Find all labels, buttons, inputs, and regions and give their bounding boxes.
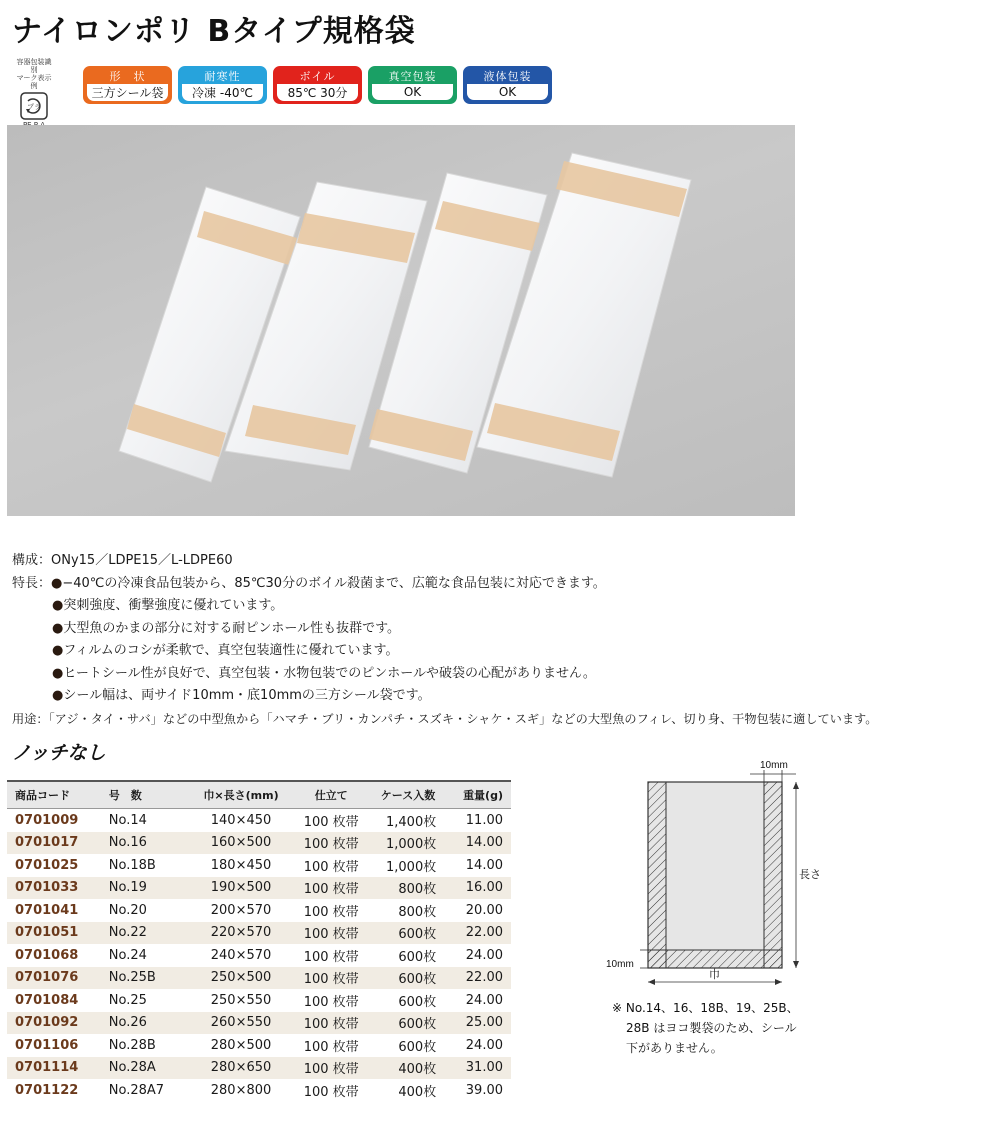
table-cell: 0701009 (15, 812, 79, 828)
table-cell: 240×570 (210, 947, 272, 963)
col-header: 重量(g) (436, 781, 511, 809)
feature-text: フィルムのコシが柔軟で、真空包装適性に優れています。 (63, 643, 399, 658)
table-cell: No.20 (108, 902, 147, 918)
table-cell: 16.00 (436, 877, 511, 900)
feature-text: シール幅は、両サイド10mm・底10mmの三方シール袋です。 (63, 688, 431, 703)
bullet-icon: ● (52, 643, 64, 658)
table-cell: 400枚 (398, 1084, 437, 1100)
feature-row (12, 573, 877, 596)
feature-text: −40℃の冷凍食品包装から、85℃30分のボイル殺菌まで、広範な食品包装に対応できます。 (62, 575, 606, 591)
table-cell: 280×650 (188, 1057, 294, 1080)
table-cell: 100 枚帯 (303, 994, 359, 1010)
table-cell: 800枚 (369, 877, 437, 900)
badge-cold-resistance (178, 66, 267, 104)
badge-value: OK (467, 84, 548, 100)
composition-label: 構成： (12, 553, 52, 568)
product-photo (7, 125, 795, 516)
table-cell: No.28A7 (108, 1082, 165, 1098)
table-cell: 39.00 (465, 1082, 503, 1098)
table-cell: 25.00 (436, 1012, 511, 1035)
table-cell: 250×500 (188, 967, 294, 990)
badge-value: 冷凍 -40℃ (182, 84, 263, 101)
feature-row (12, 595, 877, 618)
page-title: ナイロンポリ Bタイプ規格袋 (12, 14, 416, 49)
table-cell: 0701122 (15, 1082, 79, 1098)
table-cell: 400枚 (369, 1057, 437, 1080)
table-cell: 100 枚帯 (294, 922, 369, 945)
table-cell: 100 枚帯 (303, 949, 359, 965)
table-cell: 1,400枚 (386, 814, 437, 830)
badge-label: 真空包装 (388, 70, 437, 83)
composition-row (12, 550, 877, 573)
table-cell: 280×800 (210, 1082, 272, 1098)
feature-row (12, 618, 877, 641)
table-cell: 100 枚帯 (294, 877, 369, 900)
table-cell: No.16 (101, 832, 189, 855)
recycle-symbol: プラ (27, 103, 41, 111)
table-cell: 0701092 (7, 1012, 101, 1035)
table-cell: No.28A (101, 1057, 189, 1080)
table-cell: 100 枚帯 (294, 967, 369, 990)
features-label: 特長： (12, 575, 52, 591)
table-cell: 0701025 (15, 857, 79, 873)
col-header: 巾×長さ(mm) (188, 781, 294, 809)
table-row (7, 944, 511, 967)
recycle-caption: 容器包装識別 マーク表示例 (16, 58, 52, 90)
table-cell: 140×450 (210, 812, 272, 828)
recycle-icon (19, 91, 49, 121)
table-cell: 0701051 (7, 922, 101, 945)
bottom-dim-label: 10mm (606, 959, 634, 970)
diagram-note (612, 998, 799, 1058)
table-row (7, 899, 511, 922)
table-cell: 24.00 (465, 1037, 503, 1053)
table-cell: 600枚 (398, 1039, 437, 1055)
table-cell: 22.00 (436, 967, 511, 990)
bullet-icon: ● (52, 598, 64, 613)
table-cell: 1,000枚 (369, 832, 437, 855)
top-dim-label: 10mm (760, 760, 788, 771)
table-cell: No.14 (108, 812, 147, 828)
spec-table (7, 780, 511, 1102)
table-cell: 200×570 (210, 902, 272, 918)
col-header: 号 数 (101, 781, 189, 809)
table-cell: 0701084 (15, 992, 79, 1008)
table-cell: 100 枚帯 (303, 904, 359, 920)
table-cell: 14.00 (436, 832, 511, 855)
badge-value: 三方シール袋 (87, 84, 168, 101)
table-cell: 600枚 (398, 949, 437, 965)
col-header: ケース入数 (369, 781, 437, 809)
note-line: 下がありません。 (626, 1041, 723, 1055)
table-cell: No.24 (108, 947, 147, 963)
recycle-mark (14, 58, 54, 110)
table-cell: 100 枚帯 (303, 1039, 359, 1055)
table-row (7, 1079, 511, 1102)
length-label: 長さ (799, 868, 820, 881)
table-cell: 0701033 (7, 877, 101, 900)
table-row (7, 877, 511, 900)
feature-text: 大型魚のかまの部分に対する耐ピンホール性も抜群です。 (63, 620, 401, 636)
bullet-icon: ● (52, 688, 64, 703)
table-cell: No.26 (101, 1012, 189, 1035)
width-label: 巾 (709, 968, 720, 981)
badge-liquid (463, 66, 552, 104)
bullet-icon: ● (51, 575, 63, 591)
table-cell: 11.00 (465, 812, 503, 828)
table-cell: 24.00 (465, 992, 503, 1008)
usage-row (12, 708, 877, 731)
feature-text: ヒートシール性が良好で、真空包装・水物包装でのピンホールや破袋の心配がありません。 (63, 665, 596, 681)
table-cell: No.25 (108, 992, 147, 1008)
table-cell: 260×550 (188, 1012, 294, 1035)
table-cell: 280×500 (210, 1037, 272, 1053)
table-cell: 0701076 (7, 967, 101, 990)
bullet-icon: ● (52, 665, 64, 681)
table-cell: No.28B (108, 1037, 156, 1053)
feature-row (12, 640, 877, 663)
badge-label: 液体包装 (483, 70, 532, 83)
table-cell: 0701106 (15, 1037, 79, 1053)
table-row (7, 854, 511, 877)
col-header: 商品コード (7, 781, 101, 809)
table-cell: 600枚 (369, 967, 437, 990)
table-cell: 14.00 (465, 857, 503, 873)
badge-value: OK (372, 84, 453, 100)
table-row (7, 989, 511, 1012)
bullet-icon: ● (52, 620, 64, 636)
table-cell: 0701114 (7, 1057, 101, 1080)
badge-vacuum (368, 66, 457, 104)
table-cell: 20.00 (465, 902, 503, 918)
note-line: 28B はヨコ製袋のため、シール (626, 1021, 797, 1035)
table-cell: 100 枚帯 (303, 814, 359, 830)
table-cell: 0701017 (7, 832, 101, 855)
feature-text: 突刺強度、衝撃強度に優れています。 (63, 598, 284, 613)
badge-label: ボイル (299, 70, 336, 83)
table-cell: 600枚 (369, 1012, 437, 1035)
table-cell: No.19 (101, 877, 189, 900)
table-cell: 100 枚帯 (294, 832, 369, 855)
table-row (7, 967, 511, 990)
table-row (7, 922, 511, 945)
spec-badges (83, 66, 552, 104)
table-cell: 24.00 (465, 947, 503, 963)
table-row (7, 1034, 511, 1057)
usage-label: 用途： (12, 711, 49, 726)
table-cell: 100 枚帯 (303, 859, 359, 875)
note-line: ※ No.14、16、18B、19、25B、 (612, 1001, 799, 1015)
badge-label: 形 状 (109, 70, 146, 83)
table-cell: 160×500 (188, 832, 294, 855)
table-cell: 600枚 (398, 994, 437, 1010)
usage-text: 「アジ・タイ・サバ」などの中型魚から「ハマチ・ブリ・カンパチ・スズキ・シャケ・スギ」などの大型魚のフィレ、切り身、干物包装に適しています。 (48, 711, 878, 726)
table-cell: 600枚 (369, 922, 437, 945)
badge-shape (83, 66, 172, 104)
table-cell: 800枚 (398, 904, 437, 920)
table-row (7, 1057, 511, 1080)
section-title: ノッチなし (12, 742, 106, 764)
table-cell: 250×550 (210, 992, 272, 1008)
table-cell: 31.00 (436, 1057, 511, 1080)
table-cell: 1,000枚 (386, 859, 437, 875)
composition-value: ONy15／LDPE15／L-LDPE60 (51, 553, 233, 568)
table-cell: 100 枚帯 (303, 1084, 359, 1100)
table-cell: No.22 (101, 922, 189, 945)
table-cell: No.18B (108, 857, 156, 873)
table-header-row (7, 781, 511, 809)
badge-label: 耐寒性 (204, 70, 241, 83)
bags-illustration (7, 125, 795, 516)
badge-boil (273, 66, 362, 104)
badge-value: 85℃ 30分 (277, 84, 358, 101)
table-cell: 220×570 (188, 922, 294, 945)
table-cell: 180×450 (210, 857, 272, 873)
table-cell: 22.00 (436, 922, 511, 945)
table-row (7, 832, 511, 855)
table-row (7, 809, 511, 832)
feature-row (12, 663, 877, 686)
table-cell: 100 枚帯 (294, 1057, 369, 1080)
col-header: 仕立て (294, 781, 369, 809)
table-cell: 0701041 (15, 902, 79, 918)
table-cell: 100 枚帯 (294, 1012, 369, 1035)
bag-diagram (600, 755, 820, 995)
feature-row (12, 685, 877, 708)
table-cell: 0701068 (15, 947, 79, 963)
table-cell: 190×500 (188, 877, 294, 900)
table-cell: No.25B (101, 967, 189, 990)
table-row (7, 1012, 511, 1035)
product-description (12, 550, 877, 730)
seal-diagram (600, 755, 820, 995)
